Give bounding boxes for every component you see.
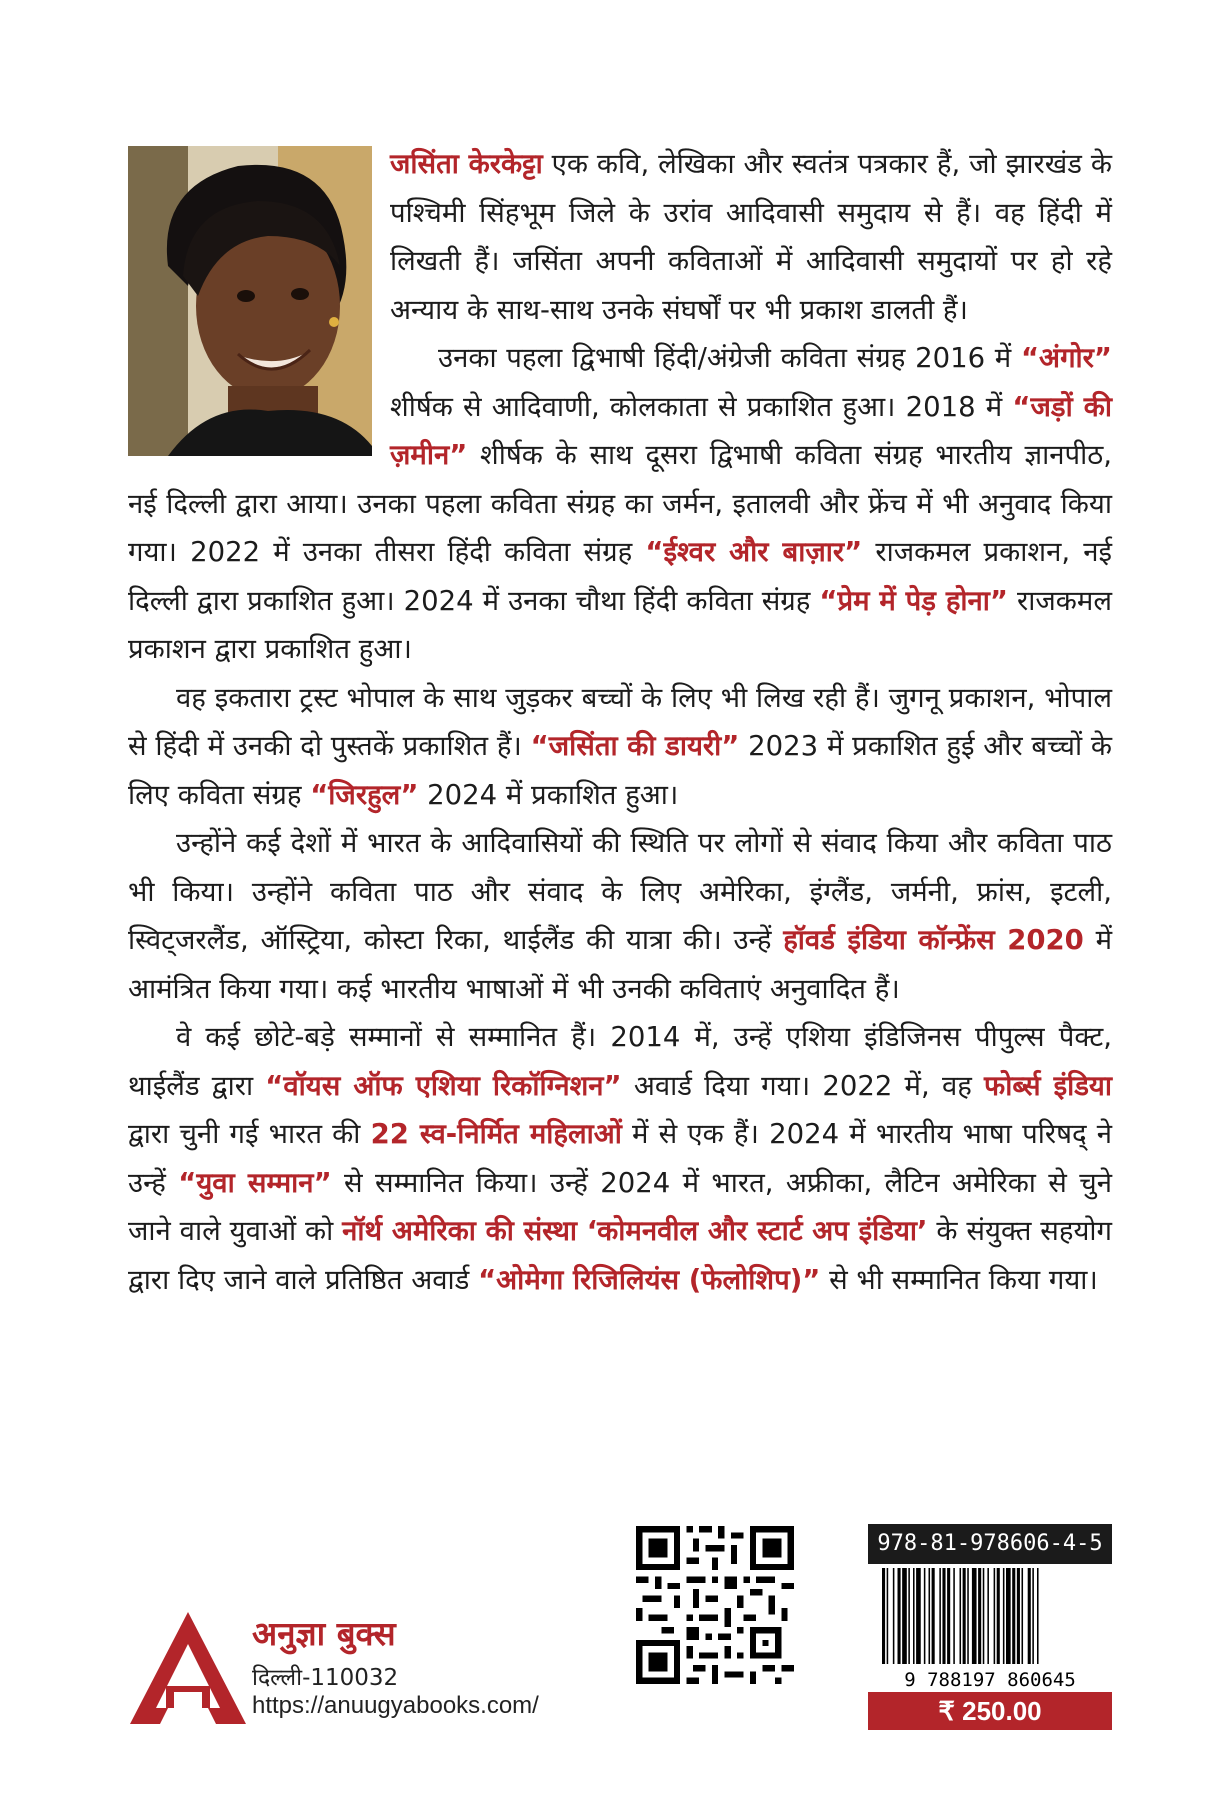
- barcode-bar: [947, 1568, 950, 1664]
- barcode-bar: [963, 1568, 966, 1664]
- author-name: जसिंता केरकेट्टा: [390, 148, 543, 180]
- barcode-bar: [908, 1568, 910, 1664]
- barcode-bar: [942, 1568, 945, 1664]
- barcode-bar: [924, 1568, 926, 1664]
- barcode-bar: [978, 1568, 981, 1664]
- barcode-bar: [967, 1568, 969, 1664]
- bio-text: राजकमल प्रकाशन द्वारा प्रकाशित हुआ।: [128, 584, 1112, 665]
- highlight-forbes-india: फोर्ब्स इंडिया: [984, 1069, 1113, 1102]
- book-title-jacinta-ki-diary: “जसिंता की डायरी”: [530, 730, 740, 762]
- book-title-angor: “अंगोर”: [1020, 342, 1112, 374]
- publisher-logo-block: [128, 1608, 588, 1728]
- publisher-name: अनुज्ञा बुक्स: [252, 1614, 396, 1653]
- barcode-bar: [983, 1568, 985, 1664]
- bio-text: वह इकतारा ट्रस्ट भोपाल के साथ जुड़कर बच्चों के लिए भी लिख रही हैं। जुगनू प्रकाशन, भोपाल से हिंदी में उनकी दो पुस्तकें प्रकाशित हैं।: [128, 681, 1112, 762]
- barcode-bar: [916, 1568, 921, 1664]
- barcode-bar: [898, 1568, 901, 1664]
- publisher-url[interactable]: https://anuugyabooks.com/: [252, 1692, 539, 1719]
- isbn-barcode-block: [868, 1524, 1112, 1730]
- bio-text: से सम्मानित किया। उन्हें 2024 में भारत, अफ्रीका, लैटिन अमेरिका से चुने जाने वाले युवाओं को: [128, 1166, 1113, 1247]
- bio-text: से भी सम्मानित किया गया।: [820, 1263, 1098, 1296]
- barcode-bar: [929, 1568, 931, 1664]
- barcode-bar: [1012, 1568, 1015, 1664]
- bio-text: शीर्षक से आदिवाणी, कोलकाता से प्रकाशित हुआ। 2018 में: [390, 390, 1013, 423]
- barcode-bar: [1006, 1568, 1011, 1664]
- bio-text: अवार्ड दिया गया। 2022 में, वह: [621, 1069, 985, 1102]
- barcode-bar: [1022, 1568, 1024, 1664]
- bio-text: द्वारा चुनी गई भारत की: [128, 1118, 371, 1150]
- award-omega-resilience: “ओमेगा रिजिलियंस (फेलोशिप)”: [478, 1263, 821, 1296]
- bio-text: एक कवि, लेखिका और स्वतंत्र पत्रकार हैं, जो झारखंड के पश्चिमी सिंहभूम जिले के उरांव आदिवासी समुदाय से हैं। वह हिंदी में लिखती हैं। जसिंता अपनी कविताओं में आदिवासी समुदायों पर हो रहे अन्याय के साथ-साथ उनके संघर्षों पर भी प्रकाश डालती हैं।: [390, 148, 1112, 326]
- barcode-digits: 9 788197 860645: [904, 1669, 1076, 1691]
- highlight-harvard-conference: हॉवर्ड इंडिया कॉन्फ्रेंस 2020: [783, 924, 1084, 956]
- bio-paragraph-4: [128, 819, 1112, 1013]
- barcode: [868, 1564, 1112, 1692]
- bio-text: राजकमल प्रकाशन, नई दिल्ली द्वारा प्रकाशित हुआ। 2024 में उनका चौथा हिंदी कविता संग्रह: [128, 536, 1112, 617]
- highlight-commonwealth-startup-india: नॉर्थ अमेरिका की संस्था ‘कोमनवील और स्टार्ट अप इंडिया’: [342, 1215, 928, 1247]
- qr-code-icon: [636, 1526, 794, 1684]
- barcode-bar: [1028, 1568, 1031, 1664]
- barcode-bar: [1037, 1568, 1039, 1664]
- publisher-city: दिल्ली-110032: [252, 1665, 399, 1691]
- barcode-bar: [893, 1568, 895, 1664]
- barcode-bar: [987, 1568, 989, 1664]
- barcode-bar: [994, 1568, 996, 1664]
- book-title-prem-mein-ped-hona: “प्रेम में पेड़ होना”: [819, 584, 1009, 617]
- bio-text: में से एक हैं। 2024 में भारतीय भाषा परिषद् ने उन्हें: [128, 1118, 1112, 1199]
- bio-paragraph-3: [128, 674, 1112, 820]
- book-title-ishwar-aur-bazaar: “ईश्वर और बाज़ार”: [645, 536, 863, 568]
- publisher-logo-mark-icon: [128, 1608, 248, 1726]
- bio-text: में आमंत्रित किया गया। कई भारतीय भाषाओं में भी उनकी कविताएं अनुवादित हैं।: [128, 924, 1113, 1005]
- qr-code[interactable]: [636, 1526, 794, 1684]
- award-yuva-samman: “युवा सम्मान”: [178, 1166, 332, 1199]
- barcode-bar: [902, 1568, 907, 1664]
- bio-text: 2023 में प्रकाशित हुई और बच्चों के लिए कविता संग्रह: [128, 730, 1112, 811]
- isbn-number: 978-81-978606-4-5: [868, 1524, 1112, 1564]
- bio-text: उन्होंने कई देशों में भारत के आदिवासियों की स्थिति पर लोगों से संवाद किया और कविता पाठ भी किया। उन्होंने कविता पाठ और संवाद के लिए अमेरिका, इंग्लैंड, जर्मनी, फ्रांस, इटली, स्विट्जरलैंड, ऑस्ट्रिया, कोस्टा रिका, थाईलैंड की यात्रा की। उन्हें: [128, 827, 1112, 956]
- bio-text: वे कई छोटे-बड़े सम्मानों से सम्मानित हैं। 2014 में, उन्हें एशिया इंडिजिनस पीपुल्स पैक्ट, थाईलैंड द्वारा: [128, 1021, 1112, 1102]
- barcode-bar: [997, 1568, 1000, 1664]
- barcode-bar: [1003, 1568, 1005, 1664]
- bio-text: उनका पहला द्विभाषी हिंदी/अंग्रेजी कविता संग्रह 2016 में: [438, 342, 1021, 374]
- barcode-bar: [1017, 1568, 1020, 1664]
- barcode-icon: [868, 1564, 1112, 1692]
- book-title-jadon-ki-zameen: “जड़ों की ज़मीन”: [390, 390, 1112, 471]
- author-biography: [128, 140, 1112, 1304]
- barcode-bar: [887, 1568, 889, 1664]
- price-tag: ₹ 250.00: [868, 1692, 1112, 1730]
- bio-text: के संयुक्त सहयोग द्वारा दिए जाने वाले प्रतिष्ठित अवार्ड: [128, 1215, 1113, 1296]
- barcode-bar: [939, 1568, 941, 1664]
- highlight-22-self-made-women: 22 स्व-निर्मित महिलाओं: [370, 1118, 622, 1150]
- bio-paragraph-5: [128, 1013, 1112, 1304]
- award-voice-of-asia: “वॉयस ऑफ एशिया रिकॉग्निशन”: [265, 1069, 622, 1102]
- barcode-bar: [913, 1568, 915, 1664]
- bio-paragraph-1: [128, 140, 1112, 334]
- barcode-bar: [932, 1568, 935, 1664]
- bio-text: 2024 में प्रकाशित हुआ।: [418, 778, 679, 811]
- barcode-bar: [1032, 1568, 1034, 1664]
- book-title-jirhul: “जिरहुल”: [310, 778, 419, 811]
- barcode-bar: [953, 1568, 955, 1664]
- bio-text: शीर्षक के साथ दूसरा द्विभाषी कविता संग्रह भारतीय ज्ञानपीठ, नई दिल्ली द्वारा आया। उनका पहला कविता संग्रह का जर्मन, इतालवी और फ्रेंच में भी अनुवाद किया गया। 2022 में उनका तीसरा हिंदी कविता संग्रह: [128, 439, 1112, 568]
- barcode-bar: [882, 1568, 885, 1664]
- photo-spacer: [128, 140, 390, 470]
- barcode-bar: [960, 1568, 962, 1664]
- barcode-bar: [972, 1568, 977, 1664]
